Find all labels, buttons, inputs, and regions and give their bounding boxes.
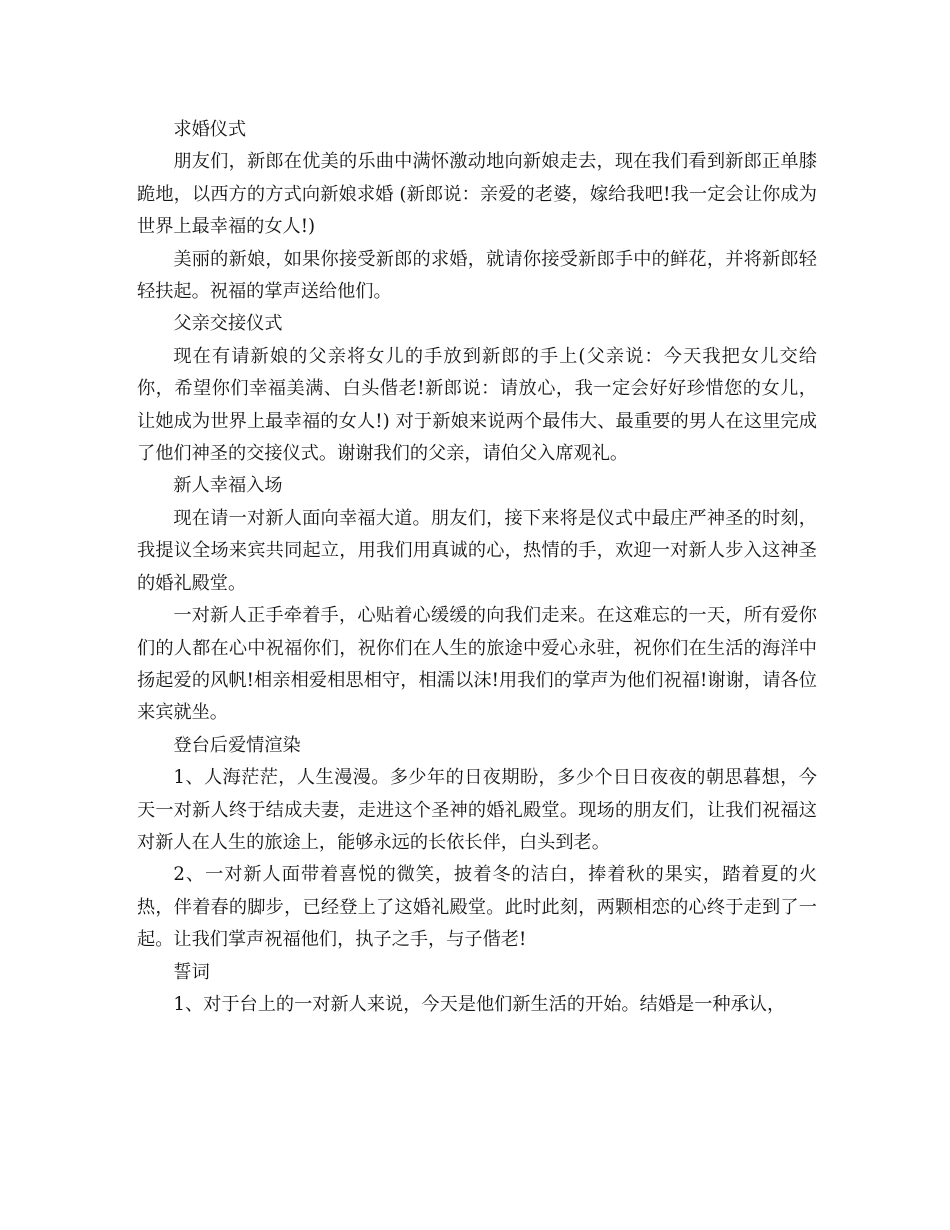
paragraph-proposal-2: 美丽的新娘，如果你接受新郎的求婚，就请你接受新郎手中的鲜花，并将新郎轻轻扶起。祝福的掌声送给他们。 [137,248,817,303]
paragraph-father-handover: 现在有请新娘的父亲将女儿的手放到新郎的手上(父亲说：今天我把女儿交给你，希望你们幸福美满、白头偕老!新郎说：请放心，我一定会好好珍惜您的女儿，让她成为世界上最幸福的女人!) 对于新娘来说两个最伟大、最重要的男人在这里完成了他们神圣的交接仪式。谢谢我们的父亲，请伯父入席观礼。 [137,345,817,465]
paragraph-vows-1: 1、对于台上的一对新人来说，今天是他们新生活的开始。结婚是一种承认， [173,993,786,1015]
paragraph-entrance-1: 现在请一对新人面向幸福大道。朋友们，接下来将是仪式中最庄严神圣的时刻，我提议全场来宾共同起立，用我们用真诚的心，热情的手，欢迎一对新人步入这神圣的婚礼殿堂。 [137,507,817,594]
paragraph-love-1: 1、人海茫茫，人生漫漫。多少年的日夜期盼，多少个日日夜夜的朝思暮想，今天一对新人终于结成夫妻，走进这个圣神的婚礼殿堂。现场的朋友们，让我们祝福这对新人在人生的旅途上，能够永远的长依长伴，白头到老。 [137,767,817,853]
heading-vows: 誓词 [173,961,210,983]
heading-love-rendering: 登台后爱情渲染 [173,734,301,756]
heading-couple-entrance: 新人幸福入场 [173,475,283,497]
paragraph-love-2: 2、一对新人面带着喜悦的微笑，披着冬的洁白，捧着秋的果实，踏着夏的火热，伴着春的脚步，已经登上了这婚礼殿堂。此时此刻，两颗相恋的心终于走到了一起。让我们掌声祝福他们，执子之手，与子偕老! [137,864,817,951]
paragraph-proposal-1: 朋友们，新郎在优美的乐曲中满怀激动地向新娘走去，现在我们看到新郎正单膝跪地，以西方的方式向新娘求婚 (新郎说：亲爱的老婆，嫁给我吧!我一定会让你成为世界上最幸福的女人!) [137,151,817,238]
paragraph-entrance-2: 一对新人正手牵着手，心贴着心缓缓的向我们走来。在这难忘的一天，所有爱你们的人都在心中祝福你们，祝你们在人生的旅途中爱心永驻，祝你们在生活的海洋中扬起爱的风帆!相亲相爱相思相守，相濡以沫!用我们的掌声为他们祝福!谢谢，请各位来宾就坐。 [137,605,817,724]
heading-father-handover: 父亲交接仪式 [173,313,283,335]
document-body [137,114,817,1021]
heading-proposal-ceremony: 求婚仪式 [173,119,247,140]
